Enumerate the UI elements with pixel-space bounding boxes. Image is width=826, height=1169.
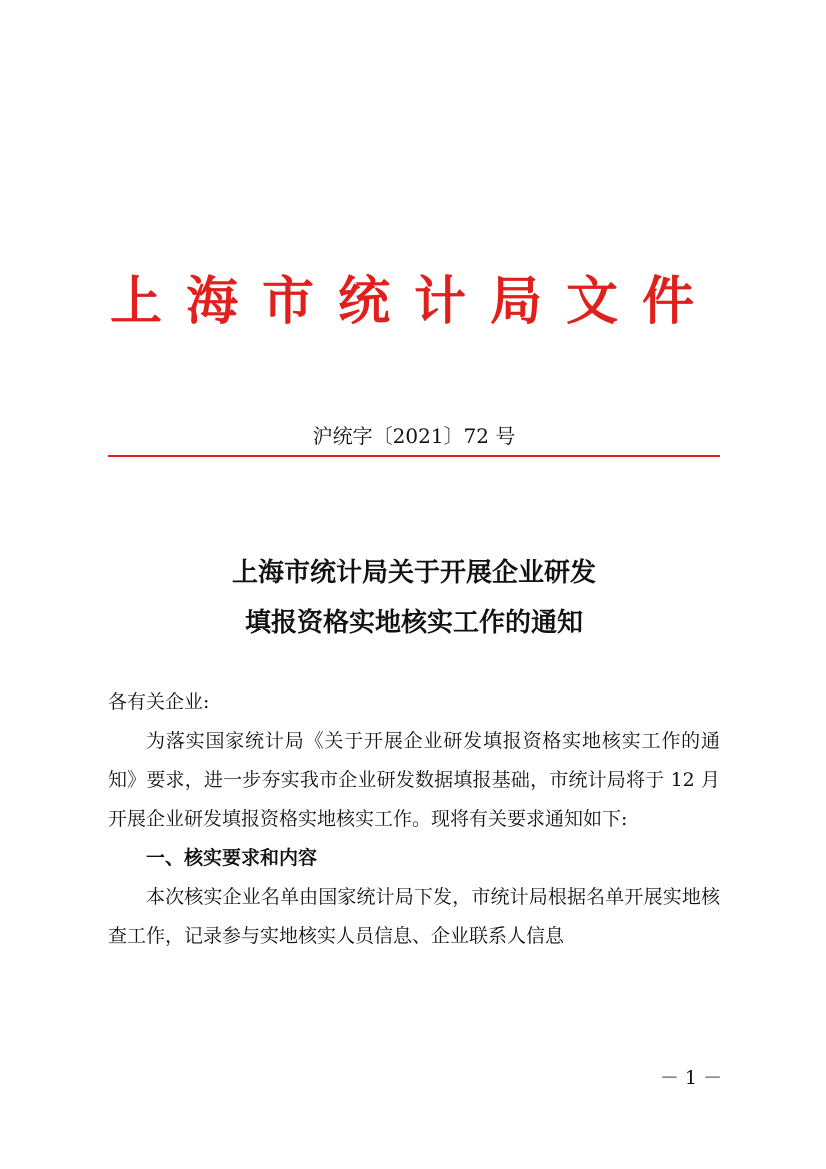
page-number: － 1 － xyxy=(659,1067,722,1089)
notice-title-line-2: 填报资格实地核实工作的通知 xyxy=(244,608,583,638)
notice-title xyxy=(108,548,720,648)
notice-title-line-1: 上海市统计局关于开展企业研发 xyxy=(231,558,596,588)
section-1-heading: 一、核实要求和内容 xyxy=(146,847,318,869)
salutation: 各有关企业: xyxy=(108,691,210,713)
paragraph-2: 本次核实企业名单由国家统计局下发，市统计局根据名单开展实地核查工作，记录参与实地核实人员信息、企业联系人信息 xyxy=(108,886,720,947)
document-number: 沪统字〔2021〕72 号 xyxy=(312,424,516,448)
paragraph-1: 为落实国家统计局《关于开展企业研发填报资格实地核实工作的通知》要求，进一步夯实我市企业研发数据填报基础，市统计局将于 12 月开展企业研发填报资格实地核实工作。现将有关要求通知如下: xyxy=(108,730,720,830)
document-header-title: 上海市统计局文件 xyxy=(109,271,718,332)
header-divider xyxy=(108,455,720,457)
document-body xyxy=(108,683,720,956)
